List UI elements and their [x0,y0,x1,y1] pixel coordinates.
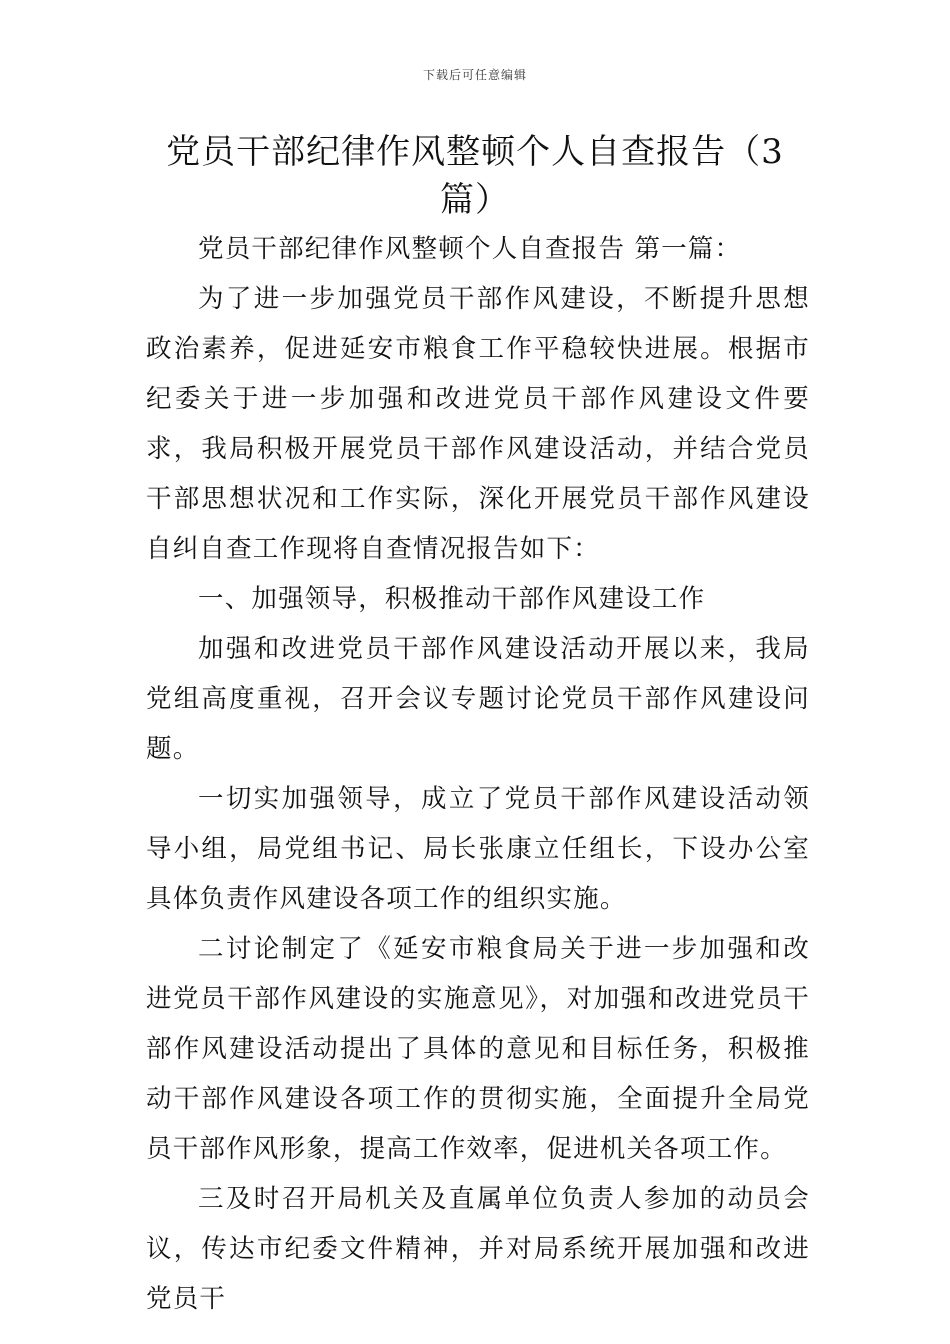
paragraph-body: 加强和改进党员干部作风建设活动开展以来，我局党组高度重视，召开会议专题讨论党员干部作风建设问题。 [146,634,810,764]
paragraph-point-one: 一切实加强领导，成立了党员干部作风建设活动领导小组，局党组书记、局长张康立任组长，下设办公室具体负责作风建设各项工作的组织实施。 [146,784,810,914]
paragraph-point-three: 三及时召开局机关及直属单位负责人参加的动员会议，传达市纪委文件精神，并对局系统开展加强和改进党员干 [146,1184,810,1314]
header-note: 下载后可任意编辑 [422,68,527,82]
paragraph-section-heading: 党员干部纪律作风整顿个人自查报告 第一篇： [198,234,742,264]
paragraph-point-two: 二讨论制定了《延安市粮食局关于进一步加强和改进党员干部作风建设的实施意见》，对加强和改进党员干部作风建设活动提出了具体的意见和目标任务，积极推动干部作风建设各项工作的贯彻实施，全面提升全局党员干部作风形象，提高工作效率，促进机关各项工作。 [146,934,810,1164]
document-title: 党员干部纪律作风整顿个人自查报告（3篇） [166,132,784,220]
paragraph-intro: 为了进一步加强党员干部作风建设，不断提升思想政治素养，促进延安市粮食工作平稳较快进展。根据市纪委关于进一步加强和改进党员干部作风建设文件要求，我局积极开展党员干部作风建设活动，并结合党员干部思想状况和工作实际，深化开展党员干部作风建设自纠自查工作现将自查情况报告如下： [146,284,810,564]
document-body [146,224,810,1324]
paragraph-heading-one: 一、加强领导，积极推动干部作风建设工作 [198,584,706,614]
